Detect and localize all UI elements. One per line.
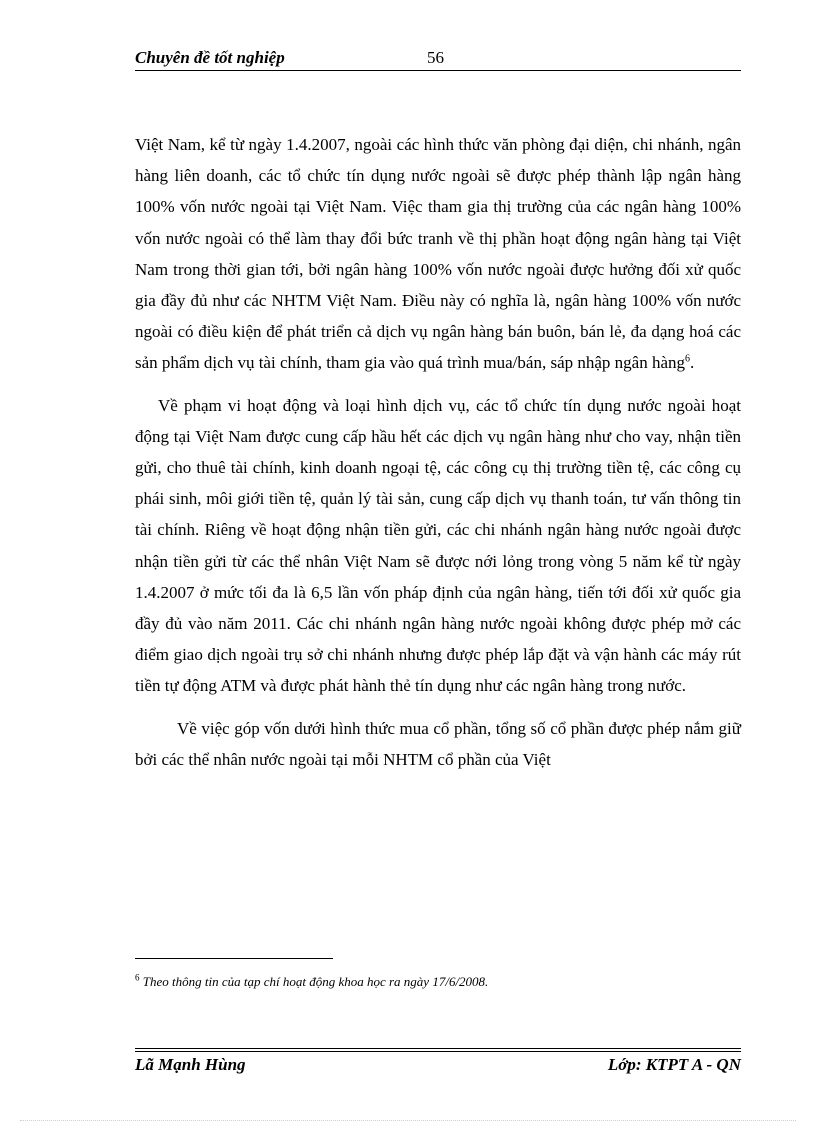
footnote-reference[interactable]: 6: [685, 353, 691, 365]
footnote-number: 6: [135, 972, 140, 983]
paragraph-1-text: Việt Nam, kể từ ngày 1.4.2007, ngoài các hình thức văn phòng đại diện, chi nhánh, ngân hàng liên doanh, các tổ chức tín dụng nước ngoài sẽ được phép thành lập ngân hàng 100% vốn nước ngoài tại Việt Nam. Việc tham gia thị trường của các ngân hàng 100% vốn nước ngoài có thể làm thay đổi bức tranh về thị phần hoạt động ngân hàng tại Việt Nam trong thời gian tới, bởi ngân hàng 100% vốn nước ngoài được hưởng đối xử quốc gia đầy đủ như các NHTM Việt Nam. Điều này có nghĩa là, ngân hàng 100% vốn nước ngoài có điều kiện để phát triển cả dịch vụ ngân hàng bán buôn, bán lẻ, đa dạng hoá các sản phẩm dịch vụ tài chính, tham gia vào quá trình mua/bán, sáp nhập ngân hàng: [135, 135, 741, 373]
footer-author: Lã Mạnh Hùng: [135, 1055, 246, 1074]
paragraph-1-end: .: [690, 353, 695, 373]
footnote: [135, 974, 488, 990]
page-number: 56: [427, 48, 444, 67]
footnote-divider: [135, 958, 333, 959]
paragraph-2: Về phạm vi hoạt động và loại hình dịch vụ, các tổ chức tín dụng nước ngoài hoạt động tại Việt Nam được cung cấp hầu hết các dịch vụ ngân hàng như cho vay, nhận tiền gửi, cho thuê tài chính, kinh doanh ngoại tệ, các công cụ thị trường tiền tệ, các công cụ phái sinh, môi giới tiền tệ, quản lý tài sản, cung cấp dịch vụ thanh toán, tư vấn thông tin tài chính. Riêng về hoạt động nhận tiền gửi, các chi nhánh ngân hàng nước ngoài được nhận tiền gửi từ các thể nhân Việt Nam sẽ được nới lỏng trong vòng 5 năm kể từ ngày 1.4.2007 ở mức tối đa là 6,5 lần vốn pháp định của ngân hàng, tiến tới đối xử quốc gia đầy đủ vào năm 2011. Các chi nhánh ngân hàng nước ngoài không được phép mở các điểm giao dịch ngoài trụ sở chi nhánh nhưng được phép lắp đặt và vận hành các máy rút tiền tự động ATM và được phát hành thẻ tín dụng như các ngân hàng trong nước.: [135, 395, 741, 696]
header-divider: [135, 70, 741, 71]
paragraph-1: [135, 129, 741, 379]
footer-divider-second: [135, 1051, 741, 1052]
paragraph-3: Về việc góp vốn dưới hình thức mua cổ phần, tổng số cổ phần được phép nắm giữ bởi các thể nhân nước ngoài tại mỗi NHTM cổ phần của Việt: [135, 718, 741, 769]
main-text: [135, 129, 741, 786]
header-title: Chuyên đề tốt nghiệp: [135, 48, 285, 67]
footer-class: Lớp: KTPT A - QN: [607, 1055, 741, 1074]
page-edge-dots: [20, 1120, 796, 1121]
page-header: [135, 48, 741, 70]
footnote-text: Theo thông tin của tạp chí hoạt động khoa học ra ngày 17/6/2008.: [142, 974, 489, 989]
footer-divider: [135, 1048, 741, 1049]
